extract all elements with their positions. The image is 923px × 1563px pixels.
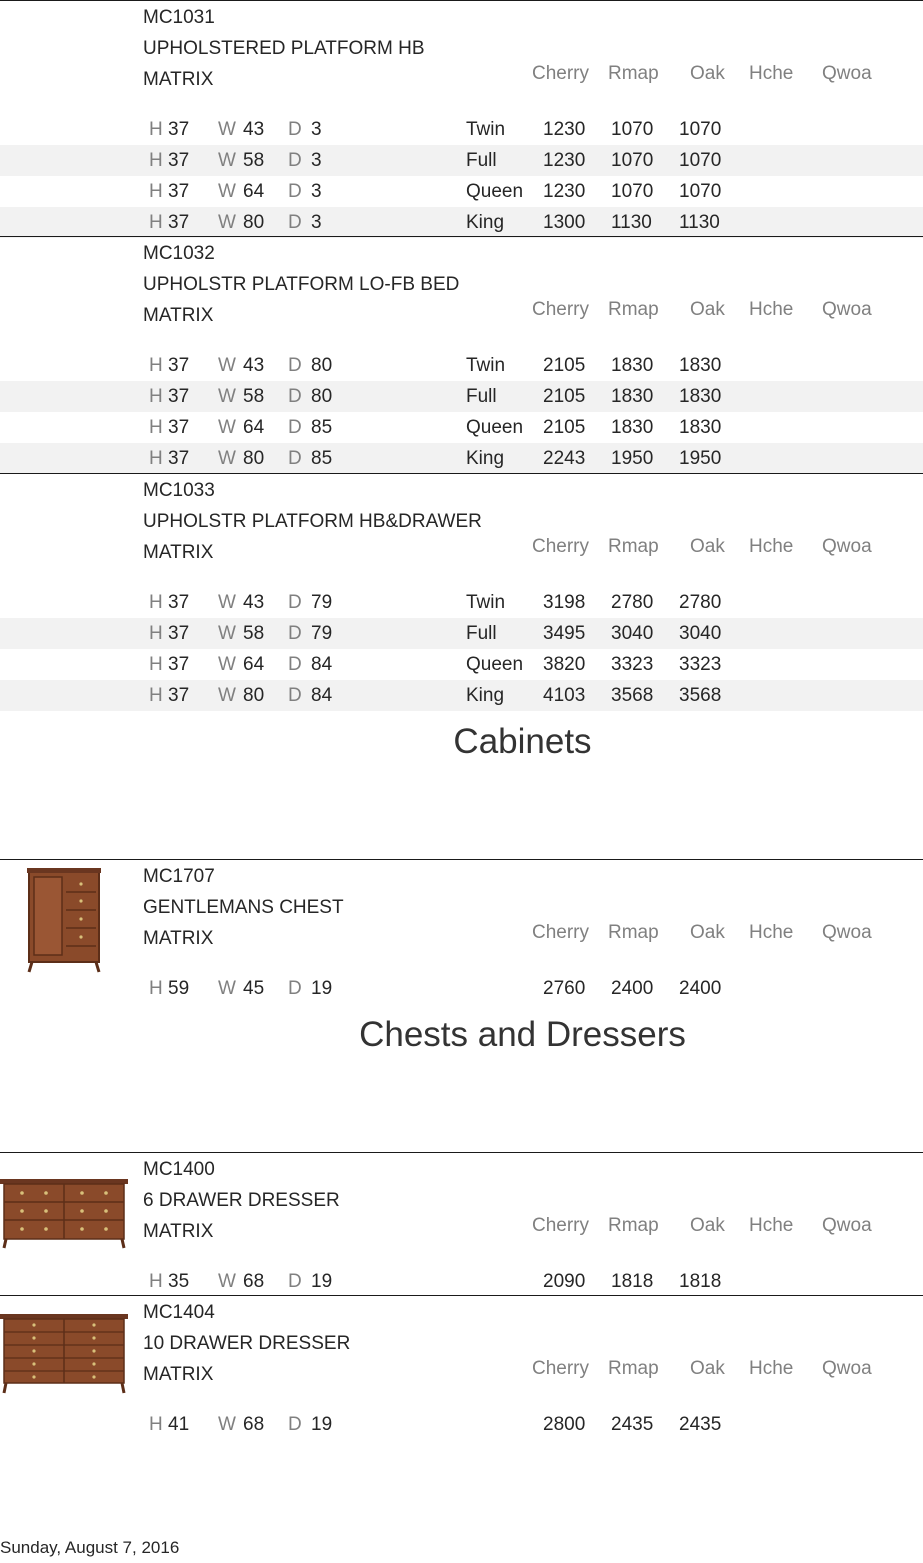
table-row <box>0 649 923 680</box>
depth-value: 79 <box>311 623 333 644</box>
table-row <box>0 176 923 207</box>
rmap-price: 1950 <box>611 448 654 469</box>
w-label: W <box>218 685 236 706</box>
cherry-price: 1230 <box>543 150 586 171</box>
width-value: 58 <box>243 623 265 644</box>
product-name: 6 DRAWER DRESSER <box>143 1190 340 1211</box>
header-cherry: Cherry <box>532 63 590 84</box>
width-value: 68 <box>243 1414 265 1435</box>
h-label: H <box>149 212 163 233</box>
cherry-price: 2090 <box>543 1271 586 1292</box>
rmap-price: 1130 <box>611 212 652 233</box>
header-qwoa: Qwoa <box>822 299 872 320</box>
width-value: 68 <box>243 1271 265 1292</box>
width-value: 58 <box>243 386 265 407</box>
ten-drawer-dresser-image <box>0 1314 128 1394</box>
w-label: W <box>218 417 236 438</box>
d-label: D <box>288 119 302 140</box>
oak-price: 1950 <box>679 448 722 469</box>
height-value: 37 <box>168 623 190 644</box>
cherry-price: 2760 <box>543 978 586 999</box>
header-rmap: Rmap <box>608 1215 659 1236</box>
size-value: Twin <box>466 119 506 140</box>
depth-value: 80 <box>311 355 333 376</box>
w-label: W <box>218 150 236 171</box>
size-value: King <box>466 448 505 469</box>
table-row <box>0 381 923 412</box>
rmap-price: 1830 <box>611 355 654 376</box>
product-code: MC1032 <box>143 243 215 264</box>
header-hche: Hche <box>749 1358 794 1379</box>
width-value: 64 <box>243 654 265 675</box>
height-value: 37 <box>168 448 190 469</box>
height-value: 37 <box>168 654 190 675</box>
height-value: 37 <box>168 417 190 438</box>
oak-price: 3040 <box>679 623 722 644</box>
oak-price: 1818 <box>679 1271 722 1292</box>
table-row <box>0 618 923 649</box>
width-value: 80 <box>243 212 265 233</box>
rmap-price: 2435 <box>611 1414 654 1435</box>
h-label: H <box>149 1414 163 1435</box>
h-label: H <box>149 1271 163 1292</box>
depth-value: 3 <box>311 212 322 233</box>
header-cherry: Cherry <box>532 1358 590 1379</box>
w-label: W <box>218 592 236 613</box>
oak-price: 1070 <box>679 119 722 140</box>
d-label: D <box>288 592 302 613</box>
oak-price: 2435 <box>679 1414 722 1435</box>
header-hche: Hche <box>749 1215 794 1236</box>
height-value: 37 <box>168 119 190 140</box>
h-label: H <box>149 386 163 407</box>
d-label: D <box>288 623 302 644</box>
product-code: MC1400 <box>143 1159 215 1180</box>
rmap-price: 1070 <box>611 119 654 140</box>
height-value: 37 <box>168 212 190 233</box>
header-oak: Oak <box>690 63 725 84</box>
size-value: Twin <box>466 592 506 613</box>
width-value: 43 <box>243 119 265 140</box>
h-label: H <box>149 623 163 644</box>
w-label: W <box>218 978 236 999</box>
product-finish: MATRIX <box>143 69 214 90</box>
table-row <box>0 350 923 381</box>
rmap-price: 1070 <box>611 150 654 171</box>
depth-value: 84 <box>311 685 333 706</box>
w-label: W <box>218 386 236 407</box>
h-label: H <box>149 181 163 202</box>
h-label: H <box>149 448 163 469</box>
cherry-price: 2105 <box>543 417 586 438</box>
product-finish: MATRIX <box>143 928 214 949</box>
d-label: D <box>288 448 302 469</box>
table-row <box>0 145 923 176</box>
depth-value: 3 <box>311 119 322 140</box>
oak-price: 3568 <box>679 685 722 706</box>
size-value: Queen <box>466 417 524 438</box>
product-finish: MATRIX <box>143 305 214 326</box>
product-mc1031 <box>0 0 923 238</box>
cherry-price: 2105 <box>543 355 586 376</box>
header-hche: Hche <box>749 63 794 84</box>
rmap-price: 1830 <box>611 386 654 407</box>
cherry-price: 4103 <box>543 685 586 706</box>
d-label: D <box>288 150 302 171</box>
header-rmap: Rmap <box>608 536 659 557</box>
product-name: UPHOLSTERED PLATFORM HB <box>143 38 425 59</box>
d-label: D <box>288 654 302 675</box>
width-value: 58 <box>243 150 265 171</box>
product-name: UPHOLSTR PLATFORM HB&DRAWER <box>143 511 482 532</box>
h-label: H <box>149 417 163 438</box>
header-hche: Hche <box>749 922 794 943</box>
oak-price: 2400 <box>679 978 722 999</box>
width-value: 45 <box>243 978 265 999</box>
product-name: UPHOLSTR PLATFORM LO-FB BED <box>143 274 460 295</box>
size-value: Queen <box>466 181 524 202</box>
product-code: MC1033 <box>143 480 215 501</box>
product-mc1404 <box>0 1295 923 1446</box>
header-qwoa: Qwoa <box>822 536 872 557</box>
table-row <box>0 1266 923 1297</box>
w-label: W <box>218 355 236 376</box>
width-value: 80 <box>243 448 265 469</box>
product-name: 10 DRAWER DRESSER <box>143 1333 351 1354</box>
oak-price: 2780 <box>679 592 722 613</box>
section-title-cabinets: Cabinets <box>453 722 592 761</box>
w-label: W <box>218 623 236 644</box>
table-row <box>0 680 923 711</box>
rmap-price: 3568 <box>611 685 654 706</box>
header-rmap: Rmap <box>608 922 659 943</box>
size-value: Twin <box>466 355 506 376</box>
depth-value: 19 <box>311 978 333 999</box>
w-label: W <box>218 181 236 202</box>
product-mc1400 <box>0 1152 923 1297</box>
rmap-price: 3323 <box>611 654 654 675</box>
w-label: W <box>218 448 236 469</box>
cherry-price: 1230 <box>543 119 586 140</box>
d-label: D <box>288 978 302 999</box>
d-label: D <box>288 355 302 376</box>
header-hche: Hche <box>749 299 794 320</box>
depth-value: 80 <box>311 386 333 407</box>
rmap-price: 3040 <box>611 623 654 644</box>
height-value: 37 <box>168 592 190 613</box>
section-title-chests-dressers: Chests and Dressers <box>359 1015 686 1054</box>
oak-price: 1070 <box>679 150 722 171</box>
rmap-price: 2400 <box>611 978 654 999</box>
cherry-price: 3820 <box>543 654 586 675</box>
height-value: 37 <box>168 355 190 376</box>
product-mc1032 <box>0 236 923 474</box>
product-mc1707 <box>0 859 923 1005</box>
size-value: King <box>466 685 505 706</box>
product-name: GENTLEMANS CHEST <box>143 897 344 918</box>
size-value: Full <box>466 386 497 407</box>
depth-value: 3 <box>311 181 322 202</box>
width-value: 80 <box>243 685 265 706</box>
d-label: D <box>288 212 302 233</box>
width-value: 43 <box>243 592 265 613</box>
depth-value: 19 <box>311 1414 333 1435</box>
header-oak: Oak <box>690 1215 725 1236</box>
d-label: D <box>288 1271 302 1292</box>
cherry-price: 1300 <box>543 212 586 233</box>
product-finish: MATRIX <box>143 542 214 563</box>
cherry-price: 3198 <box>543 592 586 613</box>
h-label: H <box>149 119 163 140</box>
header-cherry: Cherry <box>532 536 590 557</box>
h-label: H <box>149 150 163 171</box>
table-row <box>0 973 923 1004</box>
oak-price: 1130 <box>679 212 720 233</box>
header-rmap: Rmap <box>608 63 659 84</box>
product-finish: MATRIX <box>143 1364 214 1385</box>
depth-value: 85 <box>311 417 333 438</box>
header-qwoa: Qwoa <box>822 922 872 943</box>
header-cherry: Cherry <box>532 299 590 320</box>
width-value: 64 <box>243 417 265 438</box>
table-row <box>0 207 923 238</box>
h-label: H <box>149 592 163 613</box>
d-label: D <box>288 1414 302 1435</box>
oak-price: 1830 <box>679 417 722 438</box>
header-oak: Oak <box>690 536 725 557</box>
h-label: H <box>149 685 163 706</box>
size-value: Full <box>466 150 497 171</box>
header-oak: Oak <box>690 922 725 943</box>
cherry-price: 2243 <box>543 448 586 469</box>
header-cherry: Cherry <box>532 1215 590 1236</box>
d-label: D <box>288 181 302 202</box>
w-label: W <box>218 654 236 675</box>
cherry-price: 2800 <box>543 1414 586 1435</box>
header-oak: Oak <box>690 299 725 320</box>
oak-price: 1070 <box>679 181 722 202</box>
h-label: H <box>149 978 163 999</box>
size-value: Full <box>466 623 497 644</box>
table-row <box>0 1409 923 1440</box>
height-value: 37 <box>168 150 190 171</box>
rmap-price: 2780 <box>611 592 654 613</box>
depth-value: 85 <box>311 448 333 469</box>
header-rmap: Rmap <box>608 299 659 320</box>
height-value: 41 <box>168 1414 190 1435</box>
width-value: 64 <box>243 181 265 202</box>
six-drawer-dresser-image <box>0 1179 128 1249</box>
product-finish: MATRIX <box>143 1221 214 1242</box>
width-value: 43 <box>243 355 265 376</box>
height-value: 59 <box>168 978 190 999</box>
header-hche: Hche <box>749 536 794 557</box>
depth-value: 3 <box>311 150 322 171</box>
rmap-price: 1818 <box>611 1271 654 1292</box>
rmap-price: 1070 <box>611 181 654 202</box>
h-label: H <box>149 355 163 376</box>
size-value: King <box>466 212 505 233</box>
depth-value: 19 <box>311 1271 333 1292</box>
table-row <box>0 412 923 443</box>
rmap-price: 1830 <box>611 417 654 438</box>
header-oak: Oak <box>690 1358 725 1379</box>
header-qwoa: Qwoa <box>822 1215 872 1236</box>
d-label: D <box>288 417 302 438</box>
table-row <box>0 114 923 145</box>
cherry-price: 2105 <box>543 386 586 407</box>
d-label: D <box>288 685 302 706</box>
footer-date: Sunday, August 7, 2016 <box>0 1538 180 1557</box>
header-cherry: Cherry <box>532 922 590 943</box>
cherry-price: 3495 <box>543 623 586 644</box>
oak-price: 1830 <box>679 386 722 407</box>
w-label: W <box>218 119 236 140</box>
header-qwoa: Qwoa <box>822 63 872 84</box>
table-row <box>0 443 923 474</box>
product-code: MC1031 <box>143 7 215 28</box>
height-value: 37 <box>168 386 190 407</box>
table-row <box>0 587 923 618</box>
product-mc1033 <box>0 473 923 712</box>
height-value: 35 <box>168 1271 190 1292</box>
depth-value: 84 <box>311 654 333 675</box>
depth-value: 79 <box>311 592 333 613</box>
oak-price: 3323 <box>679 654 722 675</box>
height-value: 37 <box>168 685 190 706</box>
height-value: 37 <box>168 181 190 202</box>
h-label: H <box>149 654 163 675</box>
w-label: W <box>218 212 236 233</box>
header-qwoa: Qwoa <box>822 1358 872 1379</box>
gentlemans-chest-image <box>24 868 104 974</box>
oak-price: 1830 <box>679 355 722 376</box>
product-code: MC1404 <box>143 1302 215 1323</box>
w-label: W <box>218 1414 236 1435</box>
product-code: MC1707 <box>143 866 215 887</box>
w-label: W <box>218 1271 236 1292</box>
cherry-price: 1230 <box>543 181 586 202</box>
header-rmap: Rmap <box>608 1358 659 1379</box>
d-label: D <box>288 386 302 407</box>
size-value: Queen <box>466 654 524 675</box>
